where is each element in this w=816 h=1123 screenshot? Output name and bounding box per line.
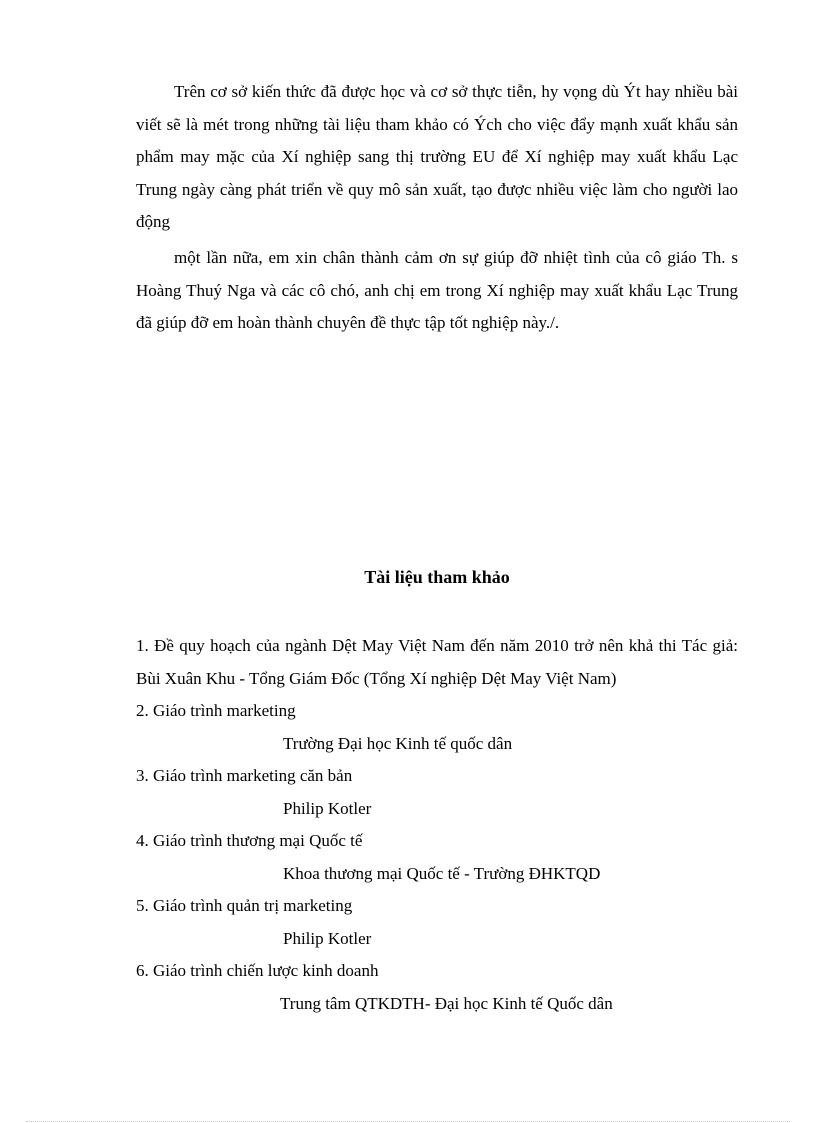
reference-item [136, 630, 738, 695]
reference-title: 6. Giáo trình chiến lược kinh doanh [136, 961, 379, 980]
reference-title: 3. Giáo trình marketing căn bản [136, 766, 353, 785]
reference-source: Philip Kotler [283, 798, 372, 818]
reference-item [136, 890, 738, 955]
reference-title: 5. Giáo trình quản trị marketing [136, 896, 353, 915]
reference-title: 1. Đề quy hoạch của ngành Dệt May Việt Nam đến năm 2010 trở nên khả thi Tác giả: Bùi Xuân Khu - Tổng Giám Đốc (Tổng Xí nghiệp Dệt May Việt Nam) [136, 636, 738, 688]
reference-source: Trung tâm QTKDTH- Đại học Kinh tế Quốc dân [280, 993, 613, 1013]
reference-title: 2. Giáo trình marketing [136, 701, 296, 720]
reference-item [136, 825, 738, 890]
references-list [136, 630, 738, 1020]
reference-title: 4. Giáo trình thương mại Quốc tế [136, 831, 363, 850]
closing-paragraph: Trên cơ sở kiến thức đã được học và cơ sở thực tiễn, hy vọng dù Ýt hay nhiều bài viết sẽ là mét trong những tài liệu tham khảo có Ých cho việc đẩy mạnh xuất khẩu sản phẩm may mặc của Xí nghiệp sang thị trường EU để Xí nghiệp may xuất khẩu Lạc Trung ngày càng phát triển về quy mô sản xuất, tạo được nhiều việc làm cho người lao động [136, 82, 738, 231]
page-bottom-divider [26, 1121, 790, 1122]
reference-item [136, 695, 738, 760]
reference-source: Trường Đại học Kinh tế quốc dân [283, 733, 513, 753]
reference-item [136, 760, 738, 825]
reference-source: Philip Kotler [283, 928, 372, 948]
reference-item [136, 955, 738, 1020]
thanks-paragraph: một lần nữa, em xin chân thành cảm ơn sự giúp đỡ nhiệt tình của cô giáo Th. s Hoàng Thuý Nga và các cô chó, anh chị em trong Xí nghiệp may xuất khẩu Lạc Trung đã giúp đỡ em hoàn thành chuyên đề thực tập tốt nghiệp này./. [136, 248, 738, 332]
references-heading: Tài liệu tham khảo [364, 567, 510, 587]
reference-source: Khoa thương mại Quốc tế - Trường ĐHKTQD [283, 863, 601, 883]
